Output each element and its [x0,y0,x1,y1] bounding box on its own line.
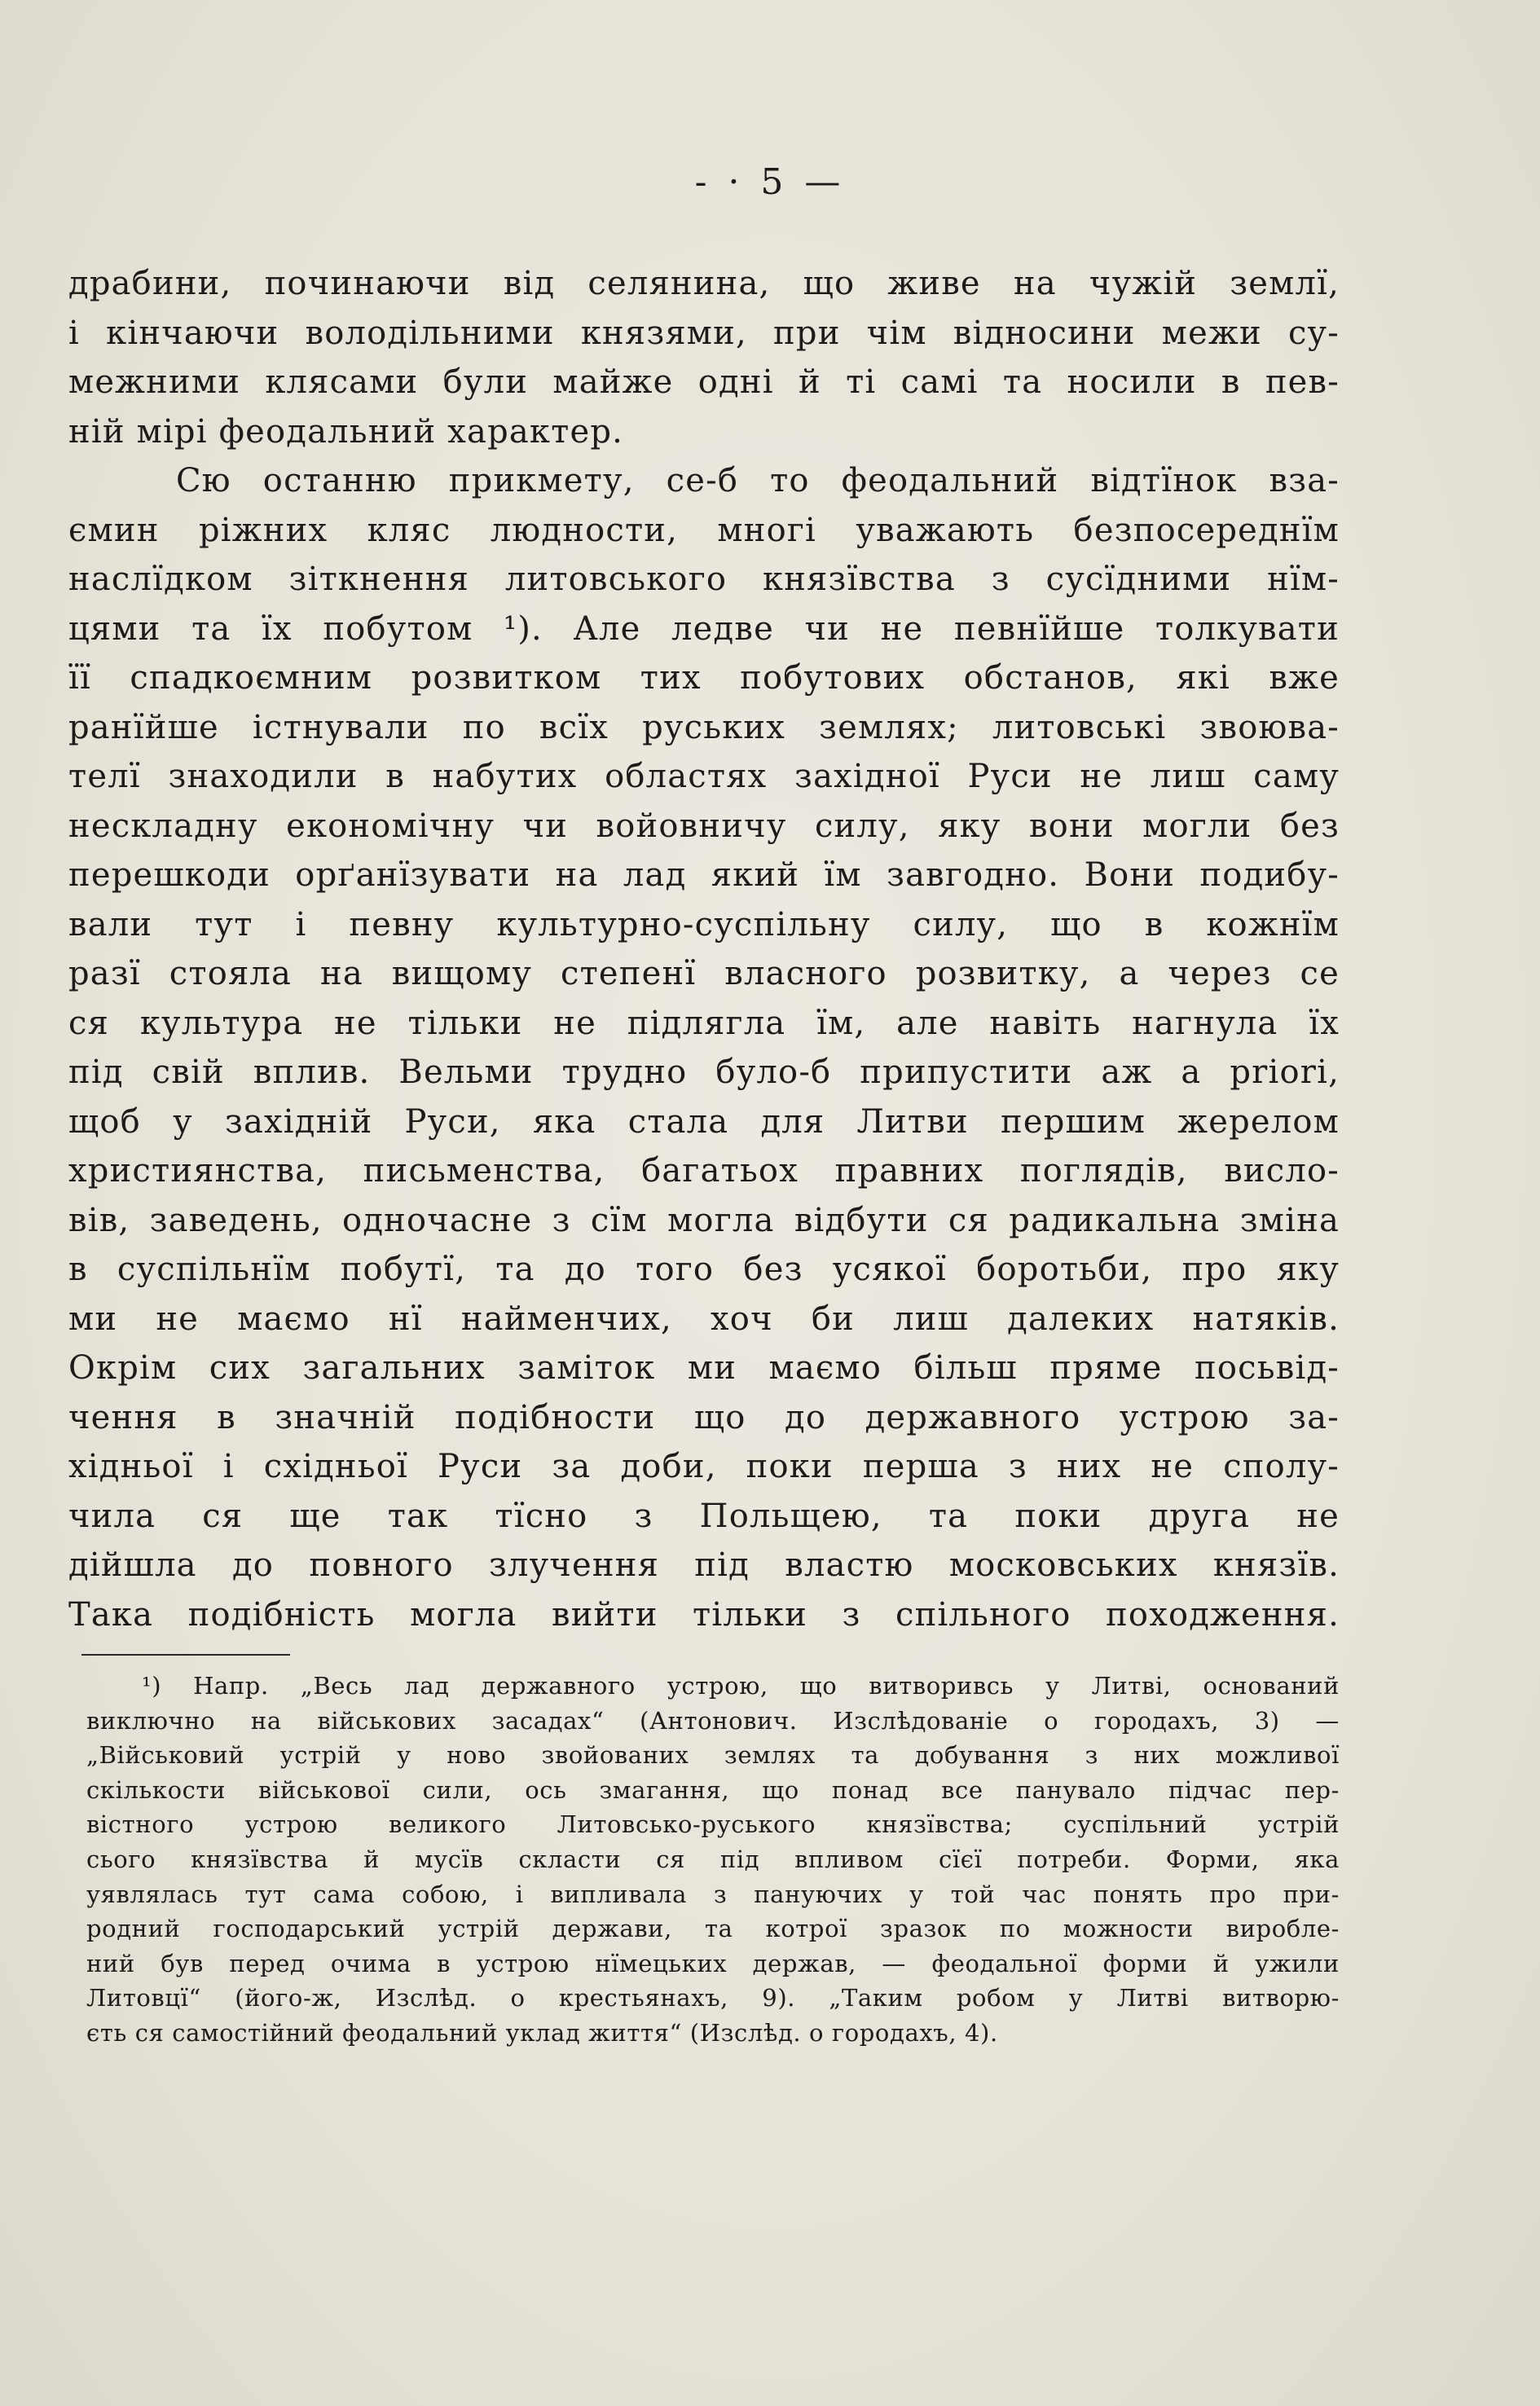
footnote-line: скількости військової сили, ось змагання, що понад все панувало підчас пер- [86,1775,1340,1804]
text-line: наслїдком зіткнення литовського князївства з сусїдними нїм- [68,561,1340,598]
text-line: дійшла до повного злучення під властю московських князїв. [68,1546,1340,1584]
text-line: християнства, письменства, багатьох правних поглядів, висло- [68,1152,1340,1190]
text-line: і кінчаючи володільними князями, при чім відносини межи су- [68,314,1340,352]
text-line: телї знаходили в набутих областях західної Руси не лиш саму [68,758,1340,795]
text-line: чення в значній подібности що до державного устрою за- [68,1398,1340,1436]
text-line: ємин ріжних кляс людности, многі уважають безпосереднїм [68,511,1340,549]
text-line: Окрім сих загальних заміток ми маємо більш пряме посьвід- [68,1349,1340,1387]
text-line: ся культура не тільки не підлягла їм, але навіть нагнула їх [68,1004,1340,1042]
footnote-line: вістного устрою великого Литовсько-руського князївства; суспільний устрій [86,1810,1340,1839]
text-line: ній мірі феодальний характер. [68,412,624,451]
text-line: перешкоди орґанїзувати на лад який їм завгодно. Вони подибу- [68,856,1340,894]
text-line: Сю останню прикмету, се-б то феодальний відтїнок вза- [176,462,1340,499]
text-line: Така подібність могла вийти тільки з спільного походження. [68,1595,1340,1634]
text-line: вів, заведень, одночасне з сїм могла відбути ся радикальна зміна [68,1201,1340,1239]
footnote-line: ¹) Напр. „Весь лад державного устрою, що витворивсь у Литві, оснований [142,1672,1340,1700]
footnote-line: виключно на військових засадах“ (Антонович. Изслѣдованіе о городахъ, 3) — [86,1706,1340,1735]
text-line: в суспільнїм побутї, та до того без усякої боротьби, про яку [68,1251,1340,1288]
text-line: драбини, починаючи від селянина, що живе на чужій землї, [68,265,1340,302]
text-line: її спадкоємним розвитком тих побутових обстанов, які вже [68,659,1340,697]
text-line: цями та їх побутом ¹). Але ледве чи не певнїйше толкувати [68,609,1340,648]
text-line: ми не маємо нї найменчих, хоч би лиш далеких натяків. [68,1300,1340,1338]
footnote-line: „Військовий устрій у ново звойованих землях та добування з них можливої [86,1741,1340,1770]
text-line: хідньої і східньої Руси за доби, поки перша з них не сполу- [68,1448,1340,1485]
text-line: вали тут і певну культурно-суспільну силу, що в кожнїм [68,905,1340,943]
footnote-line: сього князївства й мусїв скласти ся під впливом сїєї потреби. Форми, яка [86,1845,1340,1873]
text-line: разї стояла на вищому степенї власного розвитку, а через се [68,955,1340,992]
text-line: під свій вплив. Вельми трудно було-б припустити аж a priori, [68,1053,1340,1091]
page-number: - · 5 — [694,161,846,203]
footnote-line: Литовцї“ (його-ж, Изслѣд. о крестьянахъ, 9). „Таким робом у Литві витворю- [86,1984,1340,2012]
footnote-line: уявлялась тут сама собою, і випливала з пануючих у той час понять про при- [86,1880,1340,1908]
text-line: нескладну економічну чи войовничу силу, яку вони могли без [68,807,1340,845]
footnotes [86,1669,1340,2051]
text-line: ранїйше істнували по всїх руських землях; литовські звоюва- [68,708,1340,746]
footnote-line: родний господарський устрій держави, та котрої зразок по можности виробле- [86,1915,1340,1943]
text-line: щоб у західній Руси, яка стала для Литви першим жерелом [68,1102,1340,1141]
footnote-line: ний був перед очима в устрою нїмецьких держав, — феодальної форми й ужили [86,1949,1340,1977]
text-line: межними клясами були майже одні й ті самі та носили в пев- [68,363,1340,401]
main-text [68,259,1340,1639]
footnote-divider [81,1654,290,1656]
footnote-line: єть ся самостійний феодальний уклад життя“ (Изслѣд. о городахъ, 4). [86,2018,998,2047]
text-line: чила ся ще так тїсно з Польщею, та поки друга не [68,1497,1340,1535]
